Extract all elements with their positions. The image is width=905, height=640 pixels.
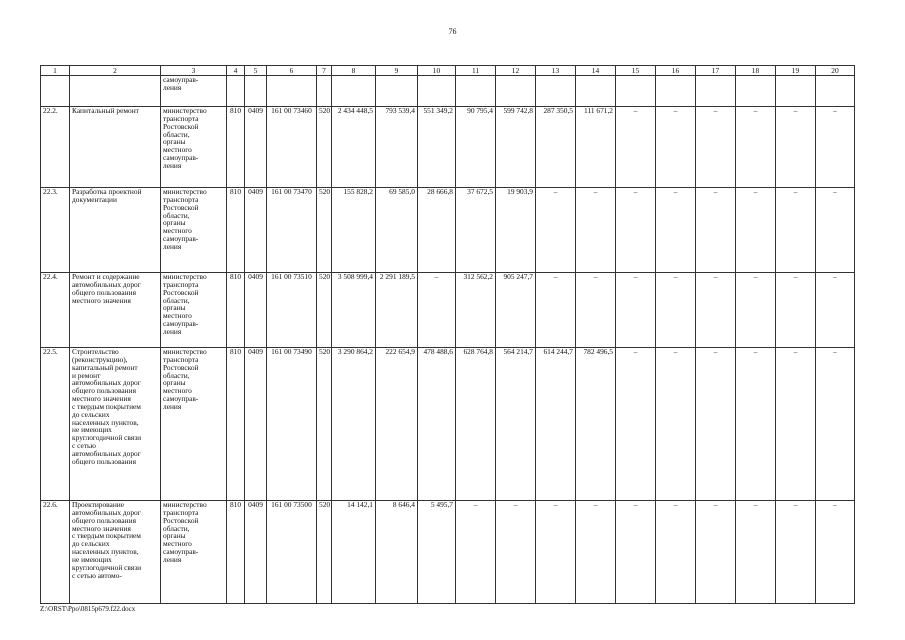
vr-code: 520 (317, 348, 332, 501)
year-amount: 614 244,7 (536, 348, 576, 501)
year-amount: 599 742,8 (496, 107, 536, 188)
grbs-code: 810 (227, 107, 245, 188)
year-amount: – (816, 188, 855, 273)
rzpr-code: 0409 (245, 188, 267, 273)
row-number: 22.5. (41, 348, 70, 501)
year-amount: – (616, 188, 656, 273)
csr-code: 161 00 73490 (267, 348, 317, 501)
year-amount: 905 247,7 (496, 273, 536, 348)
year-amount: – (496, 501, 536, 604)
header-cell: 19 (776, 66, 816, 76)
header-cell: 15 (616, 66, 656, 76)
file-path-footer: Z:\ORST\Ppo\0815p679.f22.docx (40, 605, 136, 613)
year-amount: 8 646,4 (376, 501, 418, 604)
year-amount: 312 562,2 (456, 273, 496, 348)
total-amount: 14 142,1 (332, 501, 376, 604)
event-name (70, 76, 161, 107)
table-row (41, 348, 855, 501)
year-amount: – (776, 348, 816, 501)
rzpr-code: 0409 (245, 107, 267, 188)
header-cell: 1 (41, 66, 70, 76)
year-amount (418, 76, 456, 107)
year-amount (496, 76, 536, 107)
row-number: 22.4. (41, 273, 70, 348)
vr-code: 520 (317, 107, 332, 188)
header-cell: 14 (576, 66, 616, 76)
header-row (41, 66, 855, 76)
year-amount: – (696, 348, 736, 501)
executor: министерство транспорта Ростовской области, органы местного самоуправ- ления (161, 107, 227, 188)
year-amount (616, 76, 656, 107)
header-cell: 18 (736, 66, 776, 76)
rzpr-code: 0409 (245, 501, 267, 604)
year-amount: – (616, 273, 656, 348)
year-amount: – (696, 501, 736, 604)
year-amount: – (456, 501, 496, 604)
year-amount: 37 672,5 (456, 188, 496, 273)
grbs-code: 810 (227, 188, 245, 273)
year-amount: – (776, 107, 816, 188)
rzpr-code: 0409 (245, 273, 267, 348)
year-amount (376, 76, 418, 107)
total-amount: 155 828,2 (332, 188, 376, 273)
table-row (41, 273, 855, 348)
header-cell: 20 (816, 66, 855, 76)
year-amount: – (816, 501, 855, 604)
executor: самоуправ- ления (161, 76, 227, 107)
csr-code: 161 00 73500 (267, 501, 317, 604)
year-amount: 782 496,5 (576, 348, 616, 501)
year-amount: – (576, 273, 616, 348)
table-row (41, 188, 855, 273)
header-cell: 17 (696, 66, 736, 76)
table-row (41, 501, 855, 604)
total-amount: 3 290 864,2 (332, 348, 376, 501)
grbs-code (227, 76, 245, 107)
event-name: Проектирование автомобильных дорог общего пользования местного значения с твердым покрытием до сельских населенных пунктов, не имеющих круглогодичной связи с сетью автомо- (70, 501, 161, 604)
csr-code: 161 00 73510 (267, 273, 317, 348)
year-amount (736, 76, 776, 107)
year-amount: – (736, 273, 776, 348)
year-amount: 551 349,2 (418, 107, 456, 188)
year-amount: – (816, 273, 855, 348)
total-amount: 3 508 999,4 (332, 273, 376, 348)
year-amount: – (696, 273, 736, 348)
table-row (41, 76, 855, 107)
year-amount: – (736, 348, 776, 501)
year-amount: 111 671,2 (576, 107, 616, 188)
total-amount (332, 76, 376, 107)
year-amount: 19 903,9 (496, 188, 536, 273)
vr-code: 520 (317, 501, 332, 604)
year-amount: 5 495,7 (418, 501, 456, 604)
year-amount: – (656, 188, 696, 273)
year-amount: – (616, 501, 656, 604)
year-amount: – (656, 273, 696, 348)
year-amount (536, 76, 576, 107)
executor: министерство транспорта Ростовской области, органы местного самоуправ- ления (161, 273, 227, 348)
event-name: Ремонт и содержание автомобильных дорог общего пользования местного значения (70, 273, 161, 348)
year-amount: 287 350,5 (536, 107, 576, 188)
year-amount (576, 76, 616, 107)
year-amount: – (536, 273, 576, 348)
rzpr-code (245, 76, 267, 107)
event-name: Разработка проектной документации (70, 188, 161, 273)
header-cell: 10 (418, 66, 456, 76)
header-cell: 9 (376, 66, 418, 76)
vr-code (317, 76, 332, 107)
header-cell: 16 (656, 66, 696, 76)
year-amount: – (576, 501, 616, 604)
executor: министерство транспорта Ростовской области, органы местного самоуправ- ления (161, 348, 227, 501)
vr-code: 520 (317, 188, 332, 273)
csr-code (267, 76, 317, 107)
year-amount: – (576, 188, 616, 273)
year-amount: – (656, 107, 696, 188)
year-amount (696, 76, 736, 107)
year-amount: 2 291 189,5 (376, 273, 418, 348)
year-amount: 628 764,8 (456, 348, 496, 501)
page-number: 76 (448, 27, 457, 36)
vr-code: 520 (317, 273, 332, 348)
table-row (41, 107, 855, 188)
year-amount: – (656, 348, 696, 501)
csr-code: 161 00 73460 (267, 107, 317, 188)
header-cell: 13 (536, 66, 576, 76)
year-amount: – (816, 348, 855, 501)
year-amount: – (536, 188, 576, 273)
executor: министерство транспорта Ростовской области, органы местного самоуправ- ления (161, 188, 227, 273)
row-number: 22.6. (41, 501, 70, 604)
event-name: Строительство (реконструкцию), капитальный ремонт и ремонт автомобильных дорог общего пользования местного значения с твердым покрытием до сельских населенных пунктов, не имеющих круглогодичной связи с сетью автомобильных дорог общего пользования (70, 348, 161, 501)
year-amount: 28 666,8 (418, 188, 456, 273)
year-amount: 69 585,0 (376, 188, 418, 273)
year-amount: 222 654,9 (376, 348, 418, 501)
row-number (41, 76, 70, 107)
budget-table (40, 65, 855, 604)
year-amount: – (418, 273, 456, 348)
year-amount: 90 795,4 (456, 107, 496, 188)
year-amount: – (656, 501, 696, 604)
year-amount: – (736, 188, 776, 273)
grbs-code: 810 (227, 501, 245, 604)
year-amount (456, 76, 496, 107)
year-amount: – (696, 188, 736, 273)
grbs-code: 810 (227, 348, 245, 501)
row-number: 22.2. (41, 107, 70, 188)
year-amount: – (616, 348, 656, 501)
year-amount: 478 488,6 (418, 348, 456, 501)
executor: министерство транспорта Ростовской области, органы местного самоуправ- ления (161, 501, 227, 604)
total-amount: 2 434 448,5 (332, 107, 376, 188)
year-amount: 564 214,7 (496, 348, 536, 501)
year-amount: – (776, 501, 816, 604)
header-cell: 2 (70, 66, 161, 76)
event-name: Капитальный ремонт (70, 107, 161, 188)
header-cell: 4 (227, 66, 245, 76)
year-amount: – (776, 188, 816, 273)
year-amount: – (696, 107, 736, 188)
year-amount: – (736, 501, 776, 604)
year-amount (776, 76, 816, 107)
year-amount: – (536, 501, 576, 604)
year-amount (656, 76, 696, 107)
header-cell: 7 (317, 66, 332, 76)
year-amount: – (616, 107, 656, 188)
header-cell: 6 (267, 66, 317, 76)
year-amount: – (816, 107, 855, 188)
rzpr-code: 0409 (245, 348, 267, 501)
header-cell: 3 (161, 66, 227, 76)
year-amount: – (736, 107, 776, 188)
grbs-code: 810 (227, 273, 245, 348)
header-cell: 8 (332, 66, 376, 76)
row-number: 22.3. (41, 188, 70, 273)
header-cell: 5 (245, 66, 267, 76)
header-cell: 12 (496, 66, 536, 76)
header-cell: 11 (456, 66, 496, 76)
csr-code: 161 00 73470 (267, 188, 317, 273)
year-amount: 793 539,4 (376, 107, 418, 188)
year-amount: – (776, 273, 816, 348)
year-amount (816, 76, 855, 107)
